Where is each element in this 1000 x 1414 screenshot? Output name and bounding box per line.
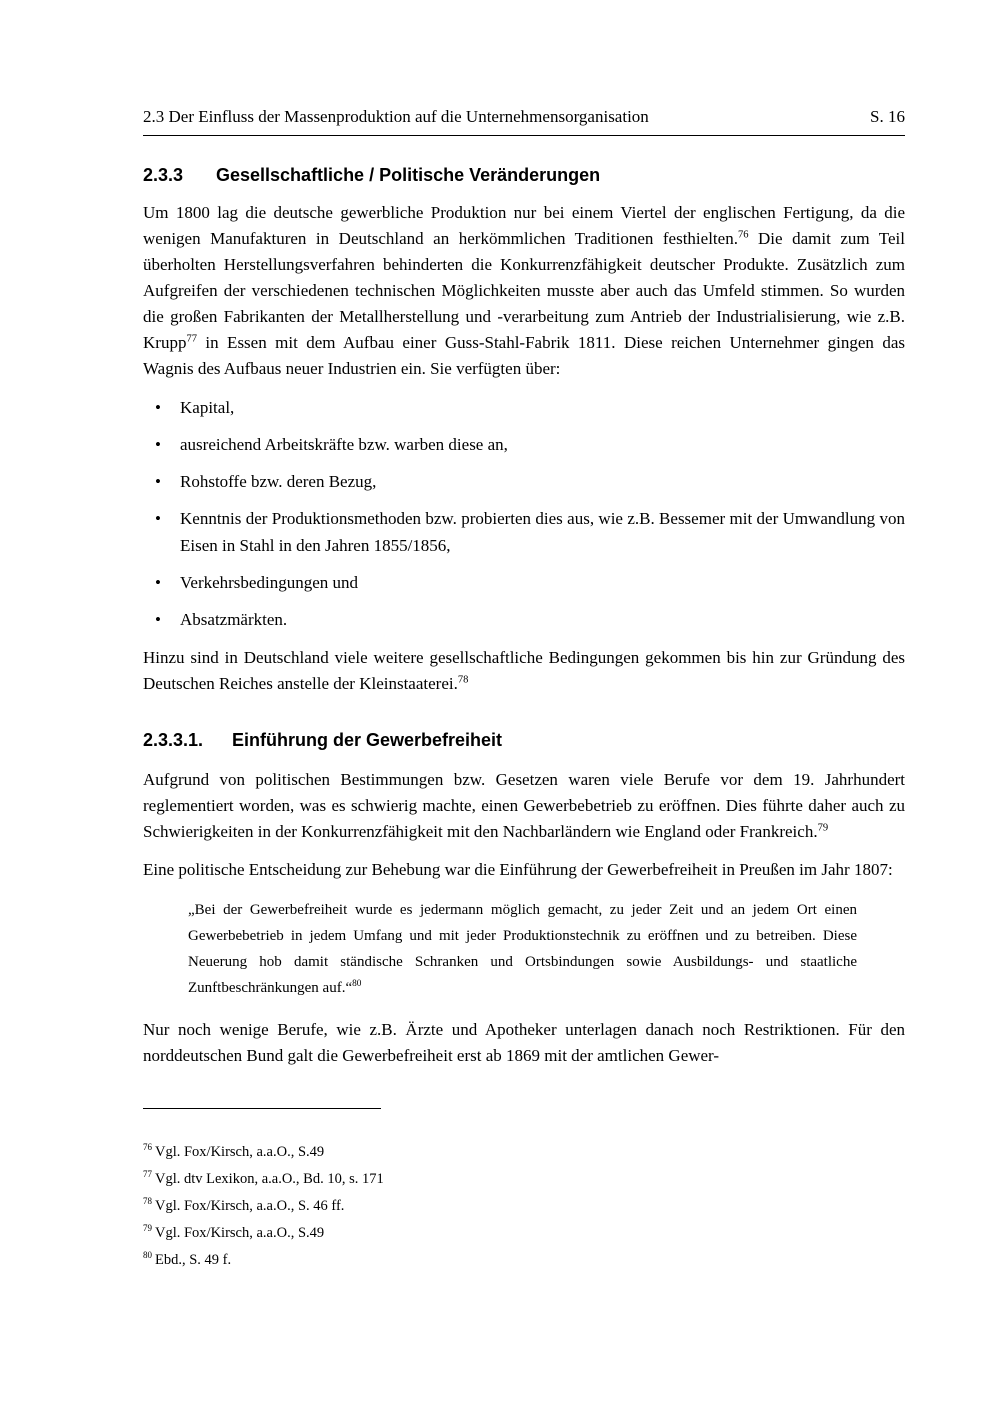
page-number: S. 16 <box>870 107 905 126</box>
subsection-title: Einführung der Gewerbefreiheit <box>232 730 503 750</box>
bullet-item <box>143 468 905 495</box>
footnote-ref: 80 <box>352 979 362 989</box>
footnote-ref: 76 <box>737 229 749 241</box>
footnote-text: Vgl. dtv Lexikon, a.a.O., Bd. 10, s. 171 <box>154 1171 384 1187</box>
footnote-ref: 78 <box>457 674 469 686</box>
footnote-ref: 77 <box>186 333 197 345</box>
footnote-ref: 79 <box>817 822 829 834</box>
bullet-marker: • <box>155 435 161 454</box>
page-header <box>143 104 905 136</box>
paragraph-aufgrund: Aufgrund von politischen Bestimmungen bzw. Gesetzen waren viele Berufe vor dem 19. Jahrhundert reglementiert worden, was es schwierig machte, einen Gewerbebetrieb zu eröffnen. Dies führte daher auch zu Schwierigkeiten in der Konkurrenzfähigkeit mit den Nachbarländern wie England oder Frankreich.$^{79}$ <box>143 770 905 841</box>
bullet-item <box>143 606 905 633</box>
footnote-number: 76 <box>143 1142 152 1153</box>
block-quote: „Bei der Gewerbefreiheit wurde es jedermann möglich gemacht, zu jeder Zeit und an jedem Ort einen Gewerbebetrieb in jedem Umfang und mit jeder Produktionstechnik zu eröffnen und zu betreiben. Diese Neuerung hob damit ständische Schranken und Ortsbindungen sowie Ausbildungs- und staatliche Zunftbeschränkungen auf.“$^{80}$ <box>188 902 857 996</box>
footnote-number: 77 <box>143 1169 152 1180</box>
paragraph-intro: Um 1800 lag die deutsche gewerbliche Produktion nur bei einem Viertel der englischen Fertigung, da die wenigen Manufakturen in Deutschland an herkömmlichen Traditionen festhielten.$^{76}$ Die damit zum Teil überholten Herstellungsverfahren behinderten die Konkurrenzfähigkeit deutscher Produkte. Zusätzlich zum Aufgreifen der verschiedenen technischen Möglichkeiten musste aber auch das Umfeld stimmen. So wurden die großen Fabrikanten der Metallherstellung und -verarbeitung zum Antrieb der Industrialisierung, wie z.B. Krupp$^{77}$ in Essen mit dem Aufbau einer Guss-Stahl-Fabrik 1811. Diese reichen Unternehmer gingen das Wagnis des Aufbaus neuer Industrien ein. Sie verfügten über: <box>143 203 905 378</box>
footnote-number: 80 <box>143 1250 152 1261</box>
bullet-text: Kapital, <box>180 398 235 417</box>
footnote-number: 78 <box>143 1196 152 1207</box>
bullet-text: ausreichend Arbeitskräfte bzw. warben diese an, <box>180 435 508 454</box>
bullet-text: Absatzmärkten. <box>180 610 288 629</box>
subsection-heading <box>143 727 905 753</box>
bullet-item <box>143 431 905 458</box>
footnotes-section <box>143 1108 905 1274</box>
footnote-text: Vgl. Fox/Kirsch, a.a.O., S.49 <box>154 1225 325 1241</box>
footnote-number: 79 <box>143 1223 152 1234</box>
bullet-marker: • <box>155 509 161 528</box>
footnote <box>143 1166 905 1193</box>
bullet-item <box>143 569 905 596</box>
paragraph-nur: Nur noch wenige Berufe, wie z.B. Ärzte und Apotheker unterlagen danach noch Restriktionen. Für den norddeutschen Bund galt die Gewerbefreiheit erst ab 1869 mit der amtlichen Gewer- <box>143 1020 905 1065</box>
bullet-marker: • <box>155 610 161 629</box>
bullet-text: Verkehrsbedingungen und <box>180 573 358 592</box>
footnote-separator <box>143 1108 381 1109</box>
section-heading <box>143 162 905 188</box>
running-header-title: 2.3 Der Einfluss der Massenproduktion auf die Unternehmensorganisation <box>143 107 649 126</box>
footnote-text: Vgl. Fox/Kirsch, a.a.O., S. 46 ff. <box>154 1198 345 1214</box>
footnote <box>143 1220 905 1247</box>
section-title: Gesellschaftliche / Politische Veränderungen <box>216 165 601 185</box>
paragraph-eine: Eine politische Entscheidung zur Behebung war die Einführung der Gewerbefreiheit in Preußen im Jahr 1807: <box>143 860 893 879</box>
section-number: 2.3.3 <box>143 165 184 185</box>
bullet-list <box>143 394 905 633</box>
bullet-item <box>143 394 905 421</box>
footnote <box>143 1193 905 1220</box>
bullet-item <box>143 505 905 559</box>
paragraph-hinzu: Hinzu sind in Deutschland viele weitere gesellschaftliche Bedingungen gekommen bis hin zur Gründung des Deutschen Reiches anstelle der Kleinstaaterei.$^{78}$ <box>143 648 905 693</box>
bullet-marker: • <box>155 398 161 417</box>
footnote-text: Ebd., S. 49 f. <box>154 1252 232 1268</box>
bullet-marker: • <box>155 472 161 491</box>
footnote <box>143 1139 905 1166</box>
bullet-text: Kenntnis der Produktionsmethoden bzw. probierten dies aus, wie z.B. Bessemer mit der Umwandlung von Eisen in Stahl in den Jahren 1855/1856, <box>180 509 905 555</box>
subsection-number: 2.3.3.1. <box>143 730 204 750</box>
footnote-text: Vgl. Fox/Kirsch, a.a.O., S.49 <box>154 1144 325 1160</box>
footnote <box>143 1247 905 1274</box>
bullet-text: Rohstoffe bzw. deren Bezug, <box>180 472 377 491</box>
bullet-marker: • <box>155 573 161 592</box>
